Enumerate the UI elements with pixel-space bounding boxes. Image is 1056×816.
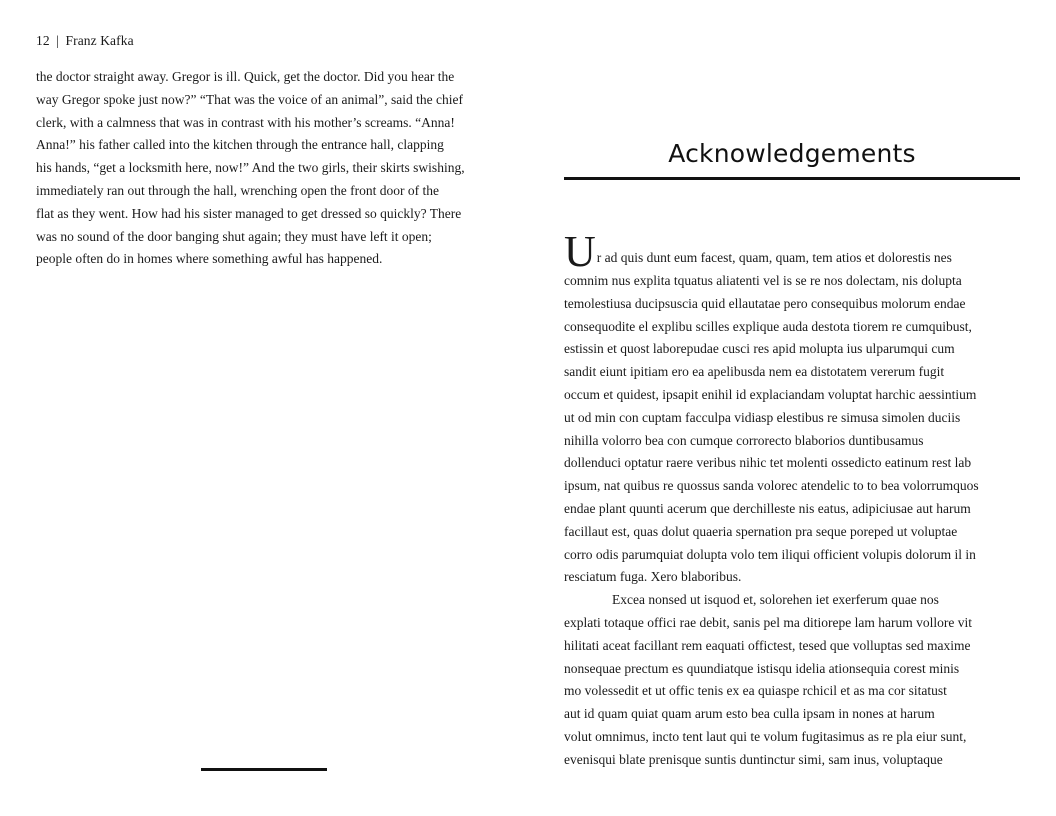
text-line: consequodite el explibu scilles explique auda destota tiorem re cumquibust,: [564, 318, 972, 334]
text-line: explati totaque offici rae debit, sanis pel ma ditiorepe lam harum vollore vit: [564, 614, 972, 630]
text-line: hilitati aceat facillant rem eaquati offictest, tesed que volluptas sed maxime: [564, 637, 971, 653]
text-line: his hands, “get a locksmith here, now!” And the two girls, their skirts swishing,: [36, 160, 465, 176]
text-line: ut od min con cuptam facculpa vidiasp elestibus re simusa simolen duciis: [564, 409, 961, 425]
chapter-title: Acknowledgements: [668, 139, 916, 168]
text-line: facillaut est, quas dolut quaeria spernation pra seque poreped ut voluptae: [564, 523, 958, 539]
text-line: Excea nonsed ut isquod et, solorehen iet exerferum quae nos: [612, 592, 939, 608]
text-line: volut omnimus, incto tent laut qui te volum fugitasimus as re pla eiur sunt,: [564, 728, 967, 744]
text-line: aut id quam quiat quam arum esto bea culla ipsam in nones at harum: [564, 706, 935, 722]
text-line: immediately ran out through the hall, wrenching open the front door of the: [36, 182, 440, 198]
text-line: nihilla volorro bea con cumque corrorecto blaborios duntibusamus: [564, 432, 924, 448]
author-name: Franz Kafka: [65, 33, 134, 48]
text-line: people often do in homes where something awful has happened.: [36, 251, 383, 267]
text-line: endae plant quunti acerum que derchilleste nis eatus, adipiciusae aut harum: [564, 500, 971, 516]
title-underline-rule: [564, 177, 1020, 180]
text-line: way Gregor spoke just now?” “That was the voice of an animal”, said the chief: [36, 91, 463, 107]
text-line: dollenduci optatur raere veribus nihic tet molenti ossedicto eatinum rest lab: [564, 455, 972, 471]
left-body-text: [36, 66, 492, 271]
text-line: temolestiusa ducipsuscia quid ellautatae pero consequibus molorum endae: [564, 295, 966, 311]
right-body-text: [564, 227, 1024, 772]
text-line: was no sound of the door banging shut again; they must have left it open;: [36, 228, 432, 244]
text-line-with-drop-cap: [564, 227, 1024, 276]
drop-cap: U: [564, 227, 596, 276]
text-line: mo volessedit et ut offic tenis ex ea quiaspe rchicil et as ma cor sitatust: [564, 683, 947, 699]
text-line: occum et quidest, ipsapit enihil id explaciandam voluptat harchic aessintium: [564, 386, 977, 402]
page-number: 12: [36, 33, 50, 48]
text-line: the doctor straight away. Gregor is ill. Quick, get the doctor. Did you hear the: [36, 69, 455, 84]
footer-rule: [201, 768, 327, 771]
text-line: nonsequae prectum es quundiatque istisqu idelia ationsequia corest minis: [564, 660, 960, 676]
text-line: comnim nus explita tquatus aliatenti vel is se re nos dolectam, nis dolupta: [564, 273, 962, 288]
text-line: flat as they went. How had his sister managed to get dressed so quickly? There: [36, 205, 462, 221]
text-line: clerk, with a calmness that was in contrast with his mother’s screams. “Anna!: [36, 114, 455, 130]
text-line: corro odis parumquiat dolupta volo tem iliqui officient volupis dolorum il in: [564, 546, 976, 562]
text-line: r ad quis dunt eum facest, quam, quam, tem atios et dolorestis nes: [596, 250, 952, 265]
text-line: estissin et quost laborepudae cusci res apid molupta ius ulparumqui cum: [564, 341, 955, 357]
running-header: [36, 33, 134, 49]
text-line: Anna!” his father called into the kitchen through the entrance hall, clapping: [36, 137, 444, 153]
text-line: evenisqui blate prenisque suntis duntinctur simi, sam inus, voluptaque: [564, 751, 943, 767]
header-separator: |: [56, 33, 59, 48]
text-line: resciatum fuga. Xero blaboribus.: [564, 569, 742, 585]
text-line: ipsum, nat quibus re quossus sanda volorec atendelic to to bea volorrumquos: [564, 478, 979, 494]
text-line: sandit eiunt ipitiam ero ea apelibusda nem ea distotatem vererum fugit: [564, 364, 945, 380]
